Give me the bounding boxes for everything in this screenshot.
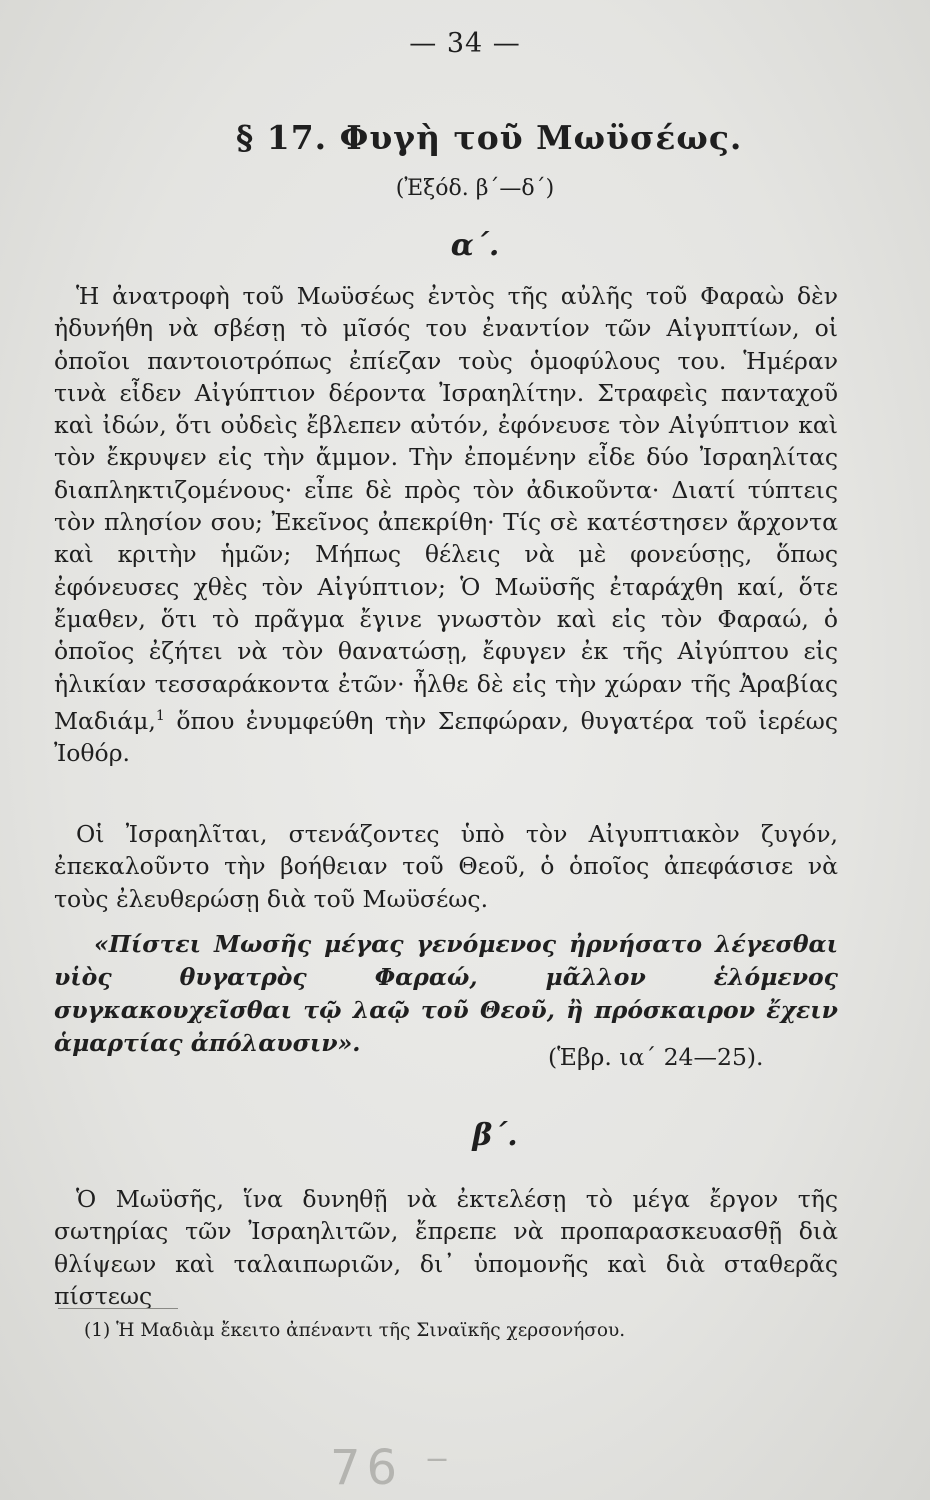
subsection-b-marker: β´. [472, 1118, 518, 1153]
paragraph-1-text: Ἡ ἀνατροφὴ τοῦ Μωϋσέως ἐντὸς τῆς αὐλῆς τοῦ Φαραὼ δὲν ἠδυνήθη νὰ σβέσῃ τὸ μῖσός του ἐναντίον τῶν Αἰγυπτίων, οἱ ὁποῖοι παντοιοτρόπως ἐπίεζαν τοὺς ὁμοφύλους του. Ἡμέραν τινὰ εἶδεν Αἰγύπτιον δέροντα Ἰσραηλίτην. Στραφεὶς πανταχοῦ καὶ ἰδών, ὅτι οὐδεὶς ἔβλεπεν αὐτόν, ἐφόνευσε τὸν Αἰγύπτιον καὶ τὸν ἔκρυψεν εἰς τὴν ἄμμον. Τὴν ἐπομένην εἶδε δύο Ἰσραηλίτας διαπληκτιζομένους· εἶπε δὲ πρὸς τὸν ἀδικοῦντα· Διατί τύπτεις τὸν πλησίον σου; Ἐκεῖνος ἀπεκρίθη· Τίς σὲ κατέστησεν ἄρχοντα καὶ κριτὴν ἡμῶν; Μήπως θέλεις νὰ μὲ φονεύσῃς, ὅπως ἐφόνευσες χθὲς τὸν Αἰγύπτιον; Ὁ Μωϋσῆς ἐταράχθη καί, ὅτε ἔμαθεν, ὅτι τὸ πρᾶγμα ἔγινε γνωστὸν καὶ εἰς τὸν Φαραώ, ὁ ὁποῖος ἐζήτει νὰ τὸν θανατώσῃ, ἔφυγεν ἐκ τῆς Αἰγύπτου εἰς ἡλικίαν τεσσαράκοντα ἐτῶν· ἦλθε δὲ εἰς τὴν χώραν τῆς Ἀραβίας Μαδιάμ, [54, 282, 838, 735]
footnote-reference: 1 [155, 707, 165, 724]
paragraph-2: Οἱ Ἰσραηλῖται, στενάζοντες ὑπὸ τὸν Αἰγυπτιακὸν ζυγόν, ἐπεκαλοῦντο τὴν βοήθειαν τοῦ Θεοῦ, ὁ ὁποῖος ἀπεφάσισε νὰ τοὺς ἐλευθερώσῃ διὰ τοῦ Μωϋσέως. [54, 820, 838, 913]
scripture-reference: (Ἐξόδ. β´—δ´) [395, 176, 555, 201]
paragraph-1 [54, 280, 838, 769]
footnote-text: Ἡ Μαδιὰμ ἔκειτο ἀπέναντι τῆς Σιναϊκῆς χερσονήσου. [116, 1320, 626, 1341]
paragraph-3: Ὁ Μωϋσῆς, ἵνα δυνηθῇ νὰ ἐκτελέσῃ τὸ μέγα ἔργον τῆς σωτηρίας τῶν Ἰσραηλιτῶν, ἔπρεπε νὰ προπαρασκευασθῇ διὰ θλίψεων καὶ ταλαιπωριῶν, δι᾽ ὑπομονῆς καὶ διὰ σταθερᾶς πίστεως [54, 1185, 838, 1310]
footnote-divider [58, 1308, 178, 1309]
hebrews-quote: «Πίστει Μωσῆς μέγας γενόμενος ἠρνήσατο λέγεσθαι υἱὸς θυγατρὸς Φαραώ, μᾶλλον ἑλόμενος συγκακουχεῖσθαι τῷ λαῷ τοῦ Θεοῦ, ἢ πρόσκαιρον ἔχειν ἁμαρτίας ἀπόλαυσιν». [54, 930, 838, 1057]
pencil-annotation: 76 ⁻ [330, 1440, 456, 1496]
footnote [84, 1320, 625, 1341]
quote-reference: (Ἑβρ. ια´ 24—25). [548, 1043, 764, 1071]
footnote-number: (1) [84, 1320, 111, 1341]
paragraph-1-end: ὅπου ἐνυμφεύθη τὴν Σεπφώραν, θυγατέρα τοῦ ἱερέως Ἰοθόρ. [54, 706, 838, 767]
subsection-a-marker: α´. [450, 228, 500, 263]
page-number: — 34 — [409, 28, 521, 59]
section-heading: § 17. Φυγὴ τοῦ Μωϋσέως. [236, 118, 743, 157]
